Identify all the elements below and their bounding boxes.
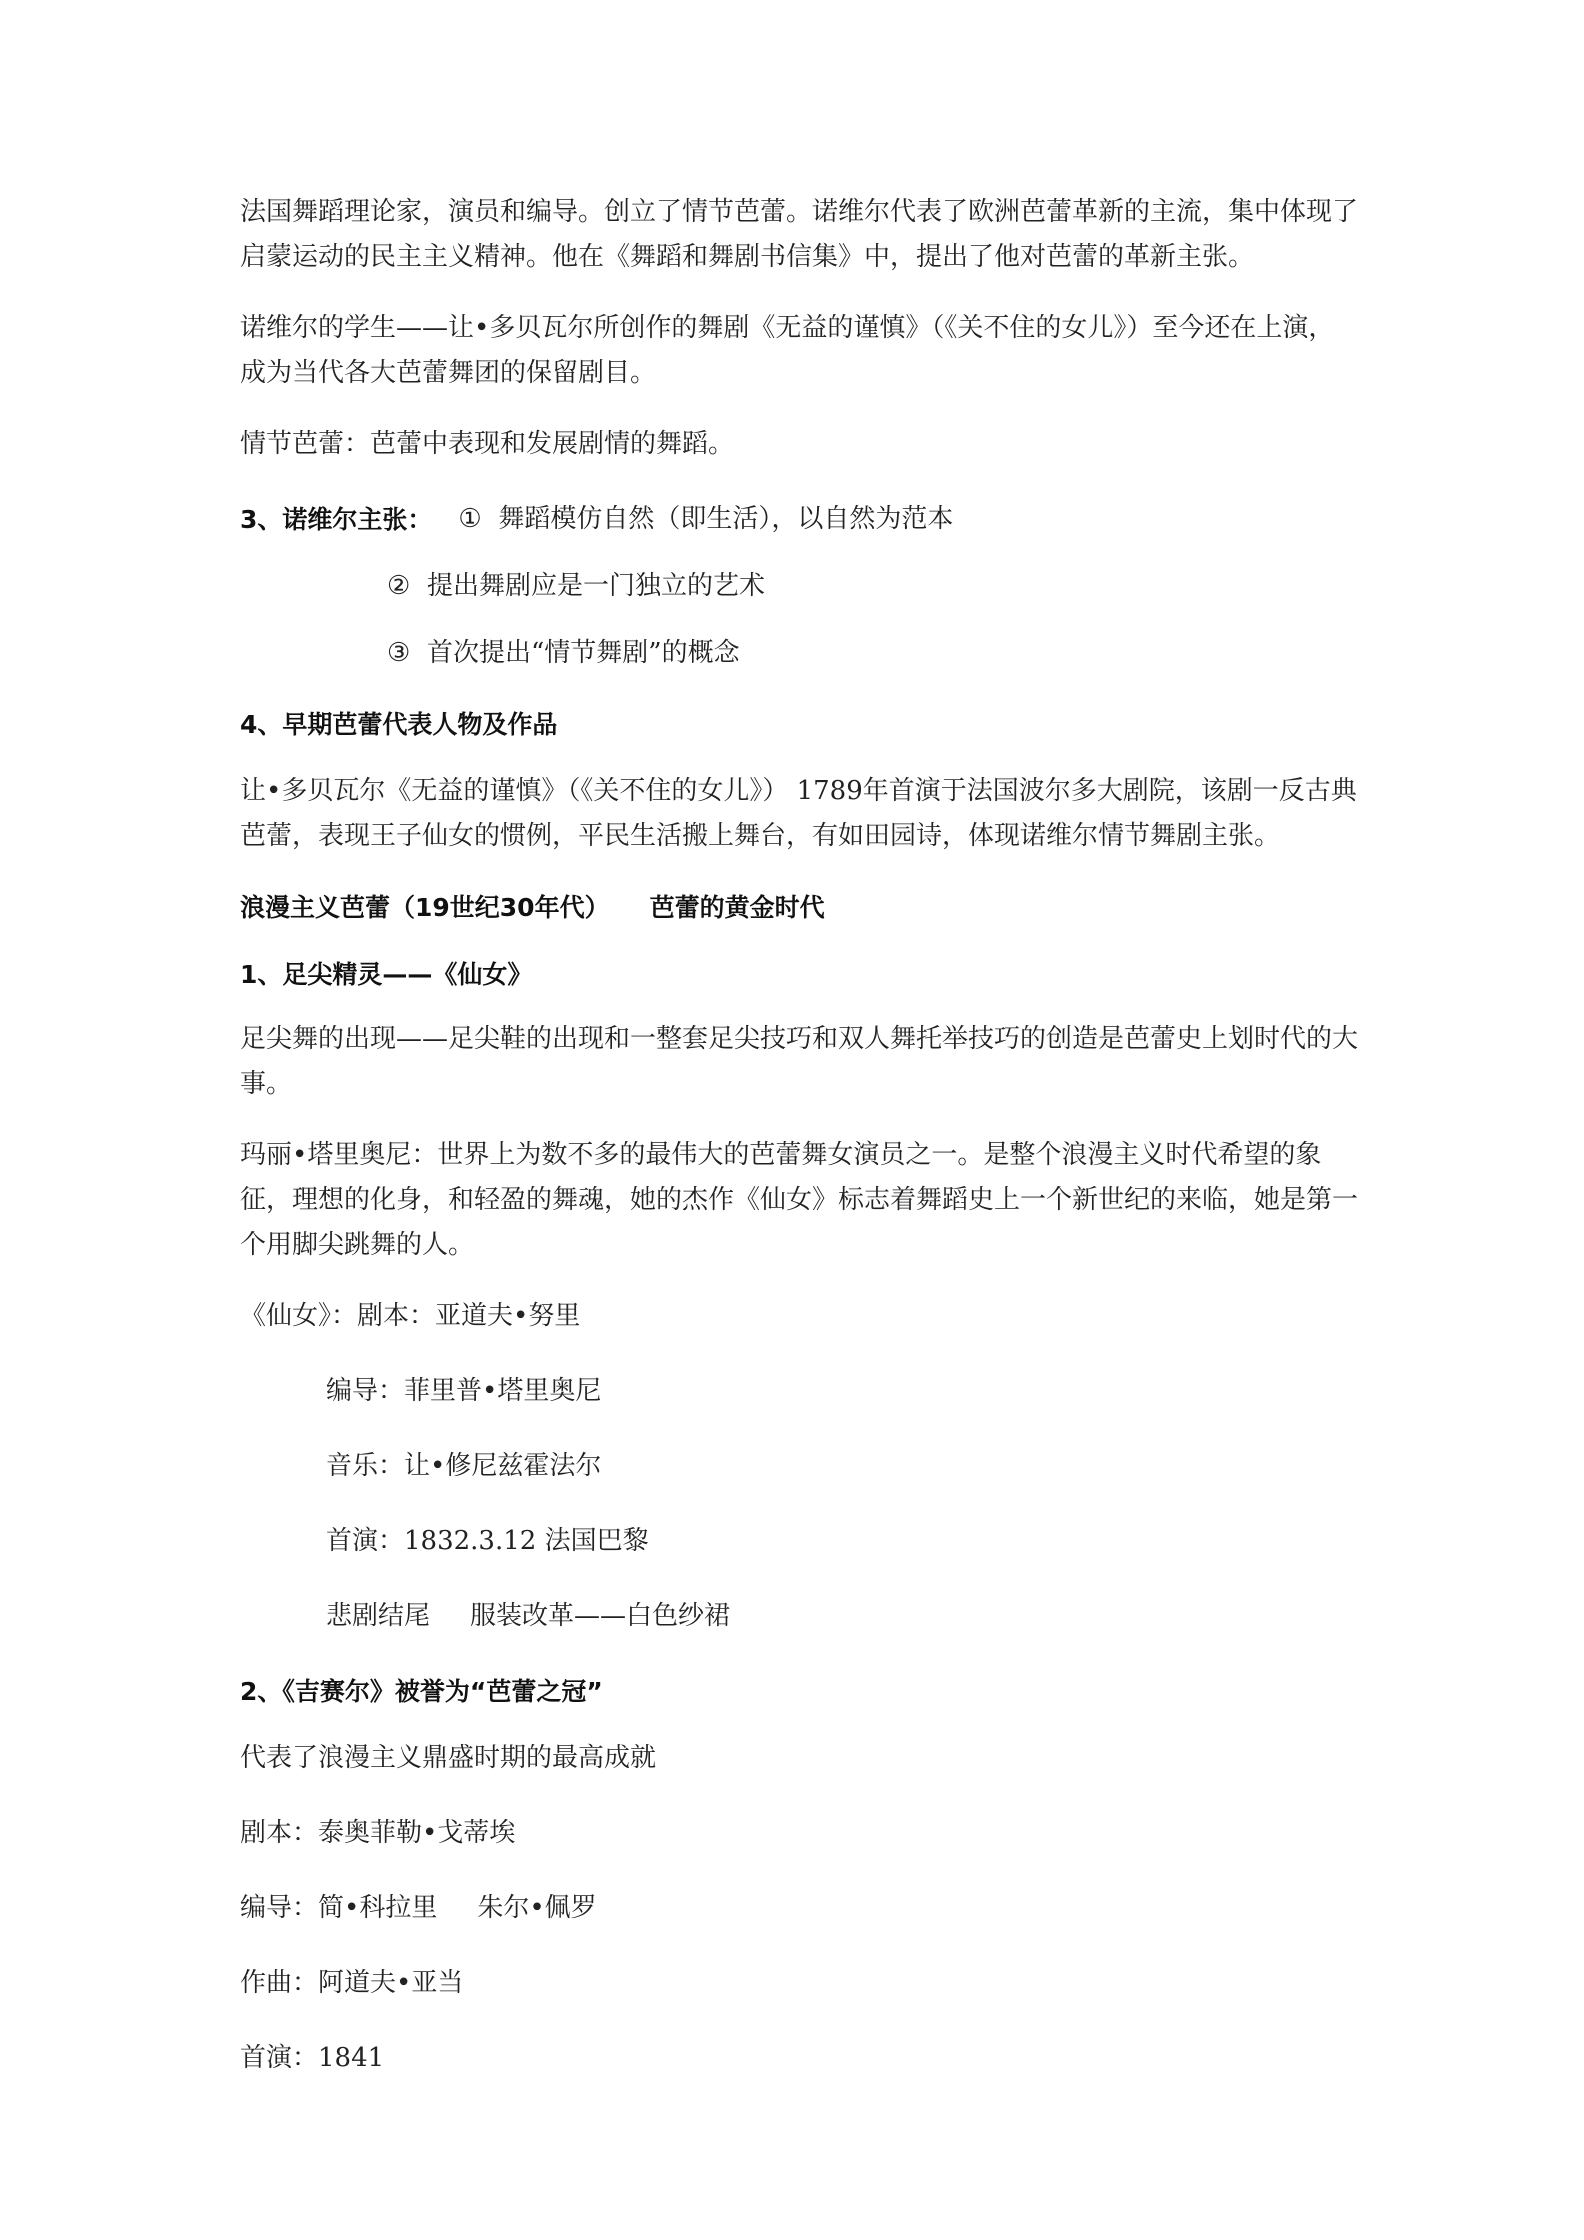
sylphide-premiere: 首演：1832.3.12 法国巴黎 bbox=[326, 1526, 649, 1556]
giselle-choreographer-b: 朱尔•佩罗 bbox=[477, 1893, 597, 1923]
document-content bbox=[240, 190, 1360, 2111]
sylphide-heading: 1、足尖精灵——《仙女》 bbox=[240, 960, 533, 989]
romantic-heading: 浪漫主义芭蕾（19世纪30年代） bbox=[240, 893, 610, 922]
giselle-choreographer-a: 编导：简•科拉里 bbox=[240, 1893, 438, 1923]
list-marker: ② bbox=[387, 571, 411, 601]
list-marker: ① bbox=[458, 504, 482, 534]
romantic-heading-row bbox=[240, 885, 1360, 930]
taglioni-paragraph: 玛丽•塔里奥尼：世界上为数不多的最伟大的芭蕾舞女演员之一。是整个浪漫主义时代希望的象征，理想的化身，和轻盈的舞魂，她的杰作《仙女》标志着舞蹈史上一个新世纪的来临，她是第一个用脚尖跳舞的人。 bbox=[240, 1140, 1359, 1260]
student-paragraph: 诺维尔的学生——让•多贝瓦尔所创作的舞剧《无益的谨慎》（《关不住的女儿》）至今还在上演，成为当代各大芭蕾舞团的保留剧目。 bbox=[240, 313, 1335, 388]
sylphide-choreographer: 编导：菲里普•塔里奥尼 bbox=[326, 1376, 602, 1406]
section3-heading: 3、诺维尔主张： bbox=[240, 505, 433, 534]
giselle-choreographers bbox=[240, 1886, 1360, 1931]
list-item-text: 舞蹈模仿自然（即生活），以自然为范本 bbox=[498, 504, 954, 534]
giselle-music: 作曲：阿道夫•亚当 bbox=[240, 1968, 464, 1998]
section3-item bbox=[240, 564, 1360, 609]
section4-heading: 4、早期芭蕾代表人物及作品 bbox=[240, 710, 558, 739]
list-item-text: 首次提出“情节舞剧”的概念 bbox=[427, 638, 740, 668]
section3-item bbox=[240, 631, 1360, 676]
sylphide-music: 音乐：让•修尼兹霍法尔 bbox=[326, 1451, 602, 1481]
sylphide-costume: 服装改革——白色纱裙 bbox=[470, 1601, 731, 1631]
giselle-heading: 2、《吉赛尔》被誉为“芭蕾之冠” bbox=[240, 1677, 603, 1706]
romantic-heading-tail: 芭蕾的黄金时代 bbox=[649, 893, 825, 922]
giselle-premiere: 首演：1841 bbox=[240, 2043, 385, 2073]
sylphide-notes bbox=[240, 1594, 1360, 1639]
giselle-summary: 代表了浪漫主义鼎盛时期的最高成就 bbox=[240, 1743, 657, 1773]
intro-paragraph: 法国舞蹈理论家，演员和编导。创立了情节芭蕾。诺维尔代表了欧洲芭蕾革新的主流，集中体现了启蒙运动的民主主义精神。他在《舞蹈和舞剧书信集》中，提出了他对芭蕾的革新主张。 bbox=[240, 197, 1359, 272]
list-marker: ③ bbox=[387, 638, 411, 668]
list-item-text: 提出舞剧应是一门独立的艺术 bbox=[427, 571, 766, 601]
pointe-paragraph: 足尖舞的出现——足尖鞋的出现和一整套足尖技巧和双人舞托举技巧的创造是芭蕾史上划时代的大事。 bbox=[240, 1024, 1359, 1099]
sylphide-ending: 悲剧结尾 bbox=[326, 1601, 431, 1631]
sylphide-script: 《仙女》：剧本：亚道夫•努里 bbox=[240, 1301, 581, 1331]
section3-first-row bbox=[240, 497, 1360, 542]
section4-body: 让•多贝瓦尔《无益的谨慎》（《关不住的女儿》） 1789年首演于法国波尔多大剧院，该剧一反古典芭蕾，表现王子仙女的惯例，平民生活搬上舞台，有如田园诗，体现诺维尔情节舞剧主张。 bbox=[240, 776, 1357, 851]
giselle-script: 剧本：泰奥菲勒•戈蒂埃 bbox=[240, 1818, 516, 1848]
definition-paragraph: 情节芭蕾：芭蕾中表现和发展剧情的舞蹈。 bbox=[240, 429, 735, 459]
